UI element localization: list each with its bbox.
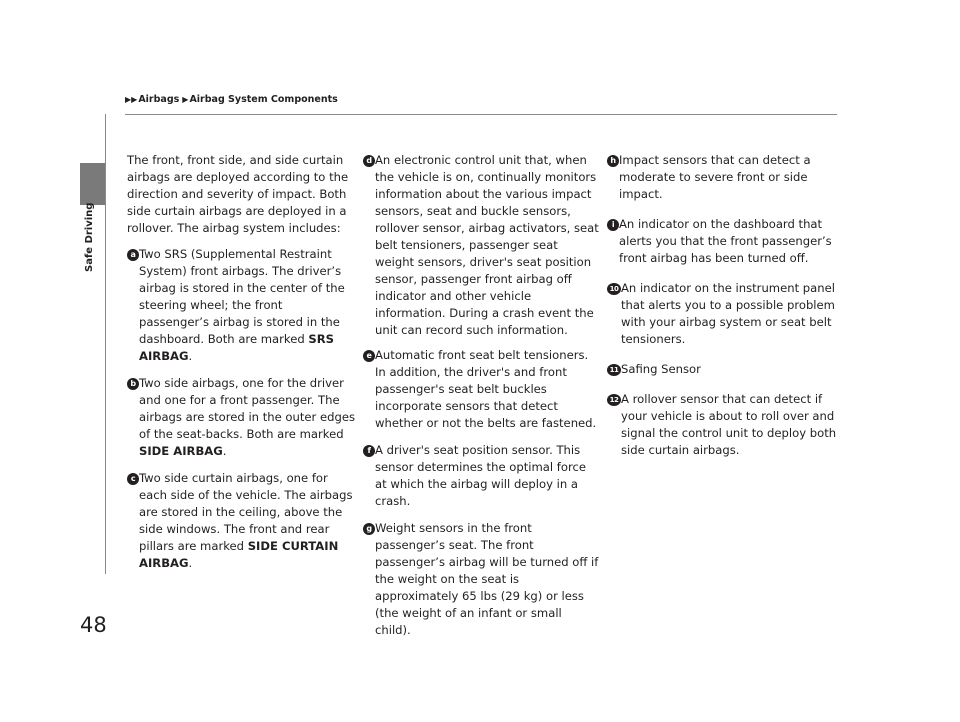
list-item — [363, 520, 599, 639]
number-badge: i — [607, 219, 619, 231]
item-text: An electronic control unit that, when the vehicle is on, continually monitors information about the various impact sensors, seat and buckle sensors, rollover sensor, airbag activators, seat belt tensioners, passenger seat weight sensors, driver's seat position sensor, passenger front airbag off indicator and other vehicle information. During a crash event the unit can record such information. — [375, 153, 599, 337]
number-badge: 10 — [607, 283, 621, 295]
item-marking: SIDE CURTAIN AIRBAG — [139, 539, 339, 570]
list-item — [607, 361, 843, 378]
item-text: Weight sensors in the front passenger’s seat. The front passenger’s airbag will be turned off if the weight on the seat is approximately 65 lbs (29 kg) or less (the weight of an infant or small child). — [375, 521, 599, 637]
number-badge: c — [127, 473, 139, 485]
item-text: Two SRS (Supplemental Restraint System) front airbags. The driver’s airbag is stored in the center of the steering wheel; the front passenger’s airbag is stored in the dashboard. Both are marked — [139, 247, 345, 346]
column-2 — [363, 152, 599, 649]
number-badge: a — [127, 249, 139, 261]
triangle-right-icon: ▶ — [182, 95, 189, 104]
item-text: Automatic front seat belt tensioners. In addition, the driver's and front passenger's seat belt buckles incorporate sensors that detect whether or not the belts are fastened. — [375, 348, 597, 430]
item-text: Safing Sensor — [621, 362, 701, 376]
number-badge: h — [607, 155, 619, 167]
intro-paragraph: The front, front side, and side curtain airbags are deployed according to the direction and severity of impact. Both side curtain airbags are deployed in a rollover. The airbag system includes: — [127, 153, 349, 235]
list-item — [607, 280, 843, 348]
item-tail: . — [222, 444, 227, 458]
item-text: A driver's seat position sensor. This sensor determines the optimal force at which the airbag will deploy in a crash. — [375, 443, 586, 508]
column-3 — [607, 152, 843, 472]
list-item — [363, 347, 599, 432]
number-badge: 11 — [607, 364, 621, 376]
list-item — [127, 375, 355, 460]
item-text: An indicator on the dashboard that alerts you that the front passenger’s front airbag has been turned off. — [619, 217, 832, 265]
number-badge: e — [363, 350, 375, 362]
page-number: 48 — [80, 613, 107, 637]
breadcrumb-item-components[interactable]: Airbag System Components — [189, 94, 338, 105]
item-tail: . — [188, 556, 193, 570]
list-item — [607, 391, 843, 459]
sidebar-tab-marker — [80, 163, 105, 205]
list-item — [607, 152, 843, 203]
item-marking: SIDE AIRBAG — [139, 444, 223, 458]
number-badge: d — [363, 155, 375, 167]
section-label: Safe Driving — [84, 202, 95, 272]
list-item — [363, 442, 599, 510]
number-badge: 12 — [607, 394, 621, 406]
header-divider — [125, 114, 837, 115]
item-text: A rollover sensor that can detect if your vehicle is about to roll over and signal the control unit to deploy both side curtain airbags. — [621, 392, 837, 457]
item-marking: SRS AIRBAG — [139, 332, 335, 363]
item-text: Two side curtain airbags, one for each side of the vehicle. The airbags are stored in the ceiling, above the side windows. The front and rear pillars are marked — [139, 471, 353, 553]
item-tail: . — [188, 349, 193, 363]
list-item — [127, 246, 355, 365]
breadcrumb-item-airbags[interactable]: Airbags — [138, 94, 180, 105]
list-item — [363, 152, 599, 339]
triangle-right-icon: ▶▶ — [125, 95, 138, 104]
number-badge: f — [363, 445, 375, 457]
breadcrumb — [125, 94, 341, 105]
item-text: An indicator on the instrument panel that alerts you to a possible problem with your airbag system or seat belt tensioners. — [621, 281, 835, 346]
item-text: Two side airbags, one for the driver and one for a front passenger. The airbags are stored in the outer edges of the seat-backs. Both are marked — [139, 376, 356, 441]
number-badge: g — [363, 523, 375, 535]
sidebar-divider — [105, 114, 106, 574]
column-1 — [127, 152, 355, 582]
number-badge: b — [127, 378, 139, 390]
list-item — [127, 470, 355, 572]
item-text: Impact sensors that can detect a moderate to severe front or side impact. — [619, 153, 811, 201]
list-item — [607, 216, 843, 267]
